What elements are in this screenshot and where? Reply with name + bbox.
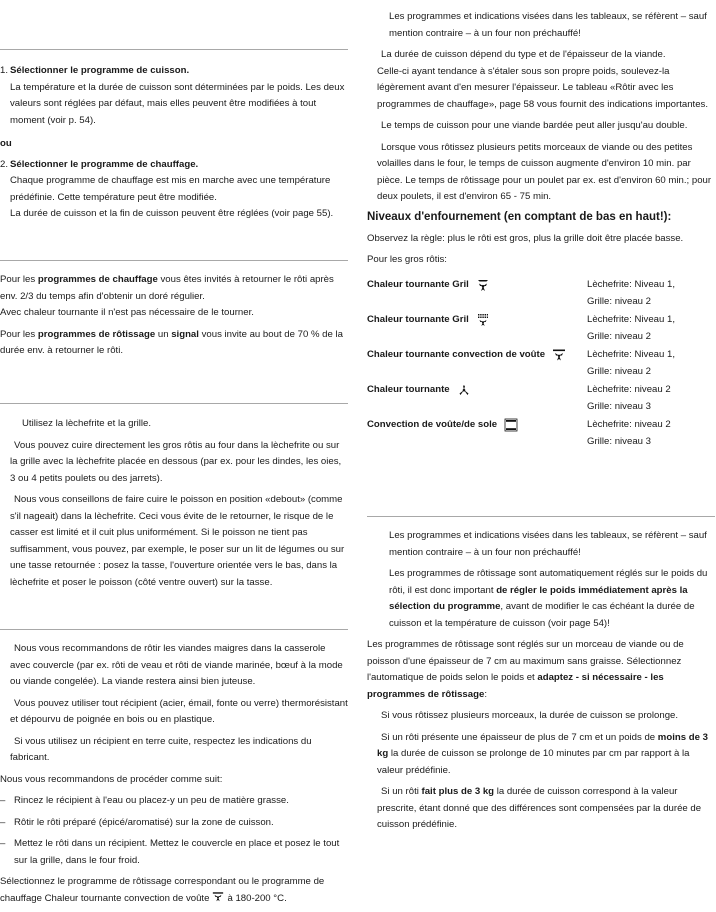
paragraph: Vous pouvez utiliser tout récipient (acier, émail, fonte ou verre) thermorésistant et dépourvu de poignée en bois ou en plastique.: [10, 697, 348, 725]
fan-top-heat-icon: [552, 348, 566, 362]
step-title: Sélectionner le programme de chauffage.: [10, 158, 199, 170]
paragraph: Les programmes et indications visées dans les tableaux, se réfèrent – sauf mention contraire – à un four non préchauffé!: [389, 530, 707, 558]
level-row: Chaleur tournante Lèchefrite: niveau 2 Grille: niveau 3: [367, 384, 671, 412]
paragraph: Celle-ci ayant tendance à s'étaler sous son propre poids, soulevez-la légèrement avant d'en mesurer l'épaisseur. Le tableau «Rôtir avec les programmes de chauffage», page 58 vous fournit des indications importantes.: [377, 65, 709, 110]
step-number: 1.: [0, 65, 9, 76]
levels-rule: Observez la règle: plus le rôti est gros, plus la grille doit être placée basse.: [367, 233, 684, 244]
levels-section: [367, 210, 715, 452]
level-row: Chaleur tournante convection de voûte Lèchefrite: Niveau 1, Grille: niveau 2: [367, 349, 675, 377]
level-row: Chaleur tournante Gril Lèchefrite: Niveau 1, Grille: niveau 2: [367, 279, 675, 307]
paragraph: Les programmes et indications visées dans les tableaux, se réfèrent – sauf mention contraire – à un four non préchauffé!: [389, 11, 707, 39]
section-divider: [0, 403, 348, 404]
section-divider: [367, 516, 715, 517]
fan-icon: [457, 383, 471, 397]
paragraph: Nous vous recommandons de rôtir les viandes maigres dans la casserole avec couvercle (par ex. rôti de veau et rôti de viande marinée, bœuf à la mode ou viande congelée). La viande restera ainsi bien juteuse.: [10, 643, 343, 687]
step-title: Sélectionner le programme de cuisson.: [10, 65, 190, 76]
levels-heading: Niveaux d'enfournement (en comptant de bas en haut!):: [367, 211, 672, 223]
step-text: La durée de cuisson et la fin de cuisson peuvent être réglées (voir page 55).: [10, 208, 334, 219]
paragraph: Pour les programmes de chauffage vous êtes invités à retourner le rôti après env. 2/3 du temps afin d'obtenir un doré régulier.: [0, 274, 334, 302]
step-2: [0, 157, 348, 223]
paragraph: Les programmes de rôtissage sont réglés sur un morceau de viande ou de poisson d'une épaisseur de 7 cm au maximum sans graisse. Sélectionnez l'automatique de poids selon le poids et adaptez - si nécessaire - les programmes de rôtissage:: [367, 639, 684, 700]
paragraph: La durée de cuisson dépend du type et de l'épaisseur de la viande.: [381, 49, 666, 60]
step-number: 2.: [0, 158, 9, 170]
fan-grill-large-icon: [476, 313, 490, 327]
step-1: [0, 63, 348, 134]
program-selection-section: [0, 63, 348, 223]
paragraph: Avec chaleur tournante il n'est pas nécessaire de le tourner.: [0, 307, 254, 318]
top-bottom-heat-icon: [504, 418, 518, 432]
paragraph: Nous vous recommandons de procéder comme suit:: [0, 773, 223, 785]
paragraph: Si un rôti fait plus de 3 kg la durée de cuisson correspond à la valeur prescrite, étant donné que des différences sont compensées par la durée de cuisson prédéfinie.: [377, 786, 702, 830]
paragraph: Nous vous conseillons de faire cuire le poisson en position «debout» (comme s'il nageait) dans la lèchefrite. Ceci vous évite de le retourner, le risque de le casser est limité et il cuit plus uniformément. Si le poisson ne tient pas suffisamment, vous pouvez, par exemple, le poser sur un lit de légumes ou sur une tasse retournée : posez la tasse, l'ouverture orientée vers le bas, dans la lèchefrite et poser le poisson (côté ventre ouvert) sur la tasse.: [10, 494, 345, 588]
or-separator: ou: [0, 138, 12, 149]
fan-top-heat-icon: [212, 891, 224, 903]
levels-intro: Pour les gros rôtis:: [367, 253, 447, 265]
section-divider: [0, 629, 348, 630]
paragraph: Pour les programmes de rôtissage un signal vous invite au bout de 70 % de la durée env. à retourner le rôti.: [0, 328, 343, 356]
level-row: Convection de voûte/de sole Lèchefrite: niveau 2 Grille: niveau 3: [367, 419, 671, 447]
cooking-time-section: [367, 9, 715, 211]
list-item: – Mettez le rôti dans un récipient. Mettez le couvercle en place et posez le tout sur la grille, dans le four froid.: [0, 838, 340, 866]
paragraph: Sélectionnez le programme de rôtissage correspondant ou le programme de chauffage Chaleur tournante convection de voûte à 180-200 °C.: [0, 876, 325, 904]
paragraph: Utilisez la lèchefrite et la grille.: [22, 418, 152, 429]
paragraph: Si vous utilisez un récipient en terre cuite, respectez les indications du fabricant.: [10, 735, 312, 763]
paragraph: Si un rôti présente une épaisseur de plus de 7 cm et un poids de moins de 3 kg la durée de cuisson se prolonge de 10 minutes par cm par rapport à la valeur prédéfinie.: [377, 731, 708, 776]
dish-section: [0, 416, 348, 596]
paragraph: Lorsque vous rôtissez plusieurs petits morceaux de viande ou des petites volailles dans le four, le temps de cuisson augmente d'environ 10 min. par pièce. Le temps de rôtissage pour un poulet par ex. est d'environ 60 min.; pour deux poulets, il est d'environ 65 - 75 min.: [377, 141, 712, 202]
step-text: La température et la durée de cuisson sont déterminées par le poids. Les deux valeurs sont réglées par défaut, mais elles peuvent être modifiées à tout moment (voir p. 54).: [10, 81, 345, 126]
paragraph: Si vous rôtissez plusieurs morceaux, la durée de cuisson se prolonge.: [381, 710, 679, 721]
roast-programs-section: [367, 528, 715, 839]
section-divider: [0, 260, 348, 261]
list-item: – Rincez le récipient à l'eau ou placez-y un peu de matière grasse.: [0, 795, 289, 806]
paragraph: Les programmes de rôtissage sont automatiquement réglés sur le poids du rôti, il est donc important de régler le poids immédiatement après la sélection du programme, avant de modifier le cas échéant la durée de cuisson et la température de cuisson (voir page 54)!: [389, 568, 708, 629]
fan-grill-icon: [476, 278, 490, 292]
casserole-section: [0, 641, 348, 912]
level-row: Chaleur tournante Gril Lèchefrite: Niveau 1, Grille: niveau 2: [367, 314, 675, 342]
paragraph: Le temps de cuisson pour une viande bardée peut aller jusqu'au double.: [381, 120, 688, 131]
turning-section: [0, 272, 348, 365]
paragraph: Vous pouvez cuire directement les gros rôtis au four dans la lèchefrite ou sur la grille avec la lèchefrite placée en dessous (par ex. pour les dindes, les oies, 3 ou 4 petits poulets ou des jarrets).: [10, 439, 342, 484]
step-text: Chaque programme de chauffage est mis en marche avec une température prédéfinie. Cette température peut être modifiée.: [10, 175, 331, 203]
section-divider: [0, 49, 348, 50]
list-item: – Rôtir le rôti préparé (épicé/aromatisé) sur la zone de cuisson.: [0, 816, 274, 828]
